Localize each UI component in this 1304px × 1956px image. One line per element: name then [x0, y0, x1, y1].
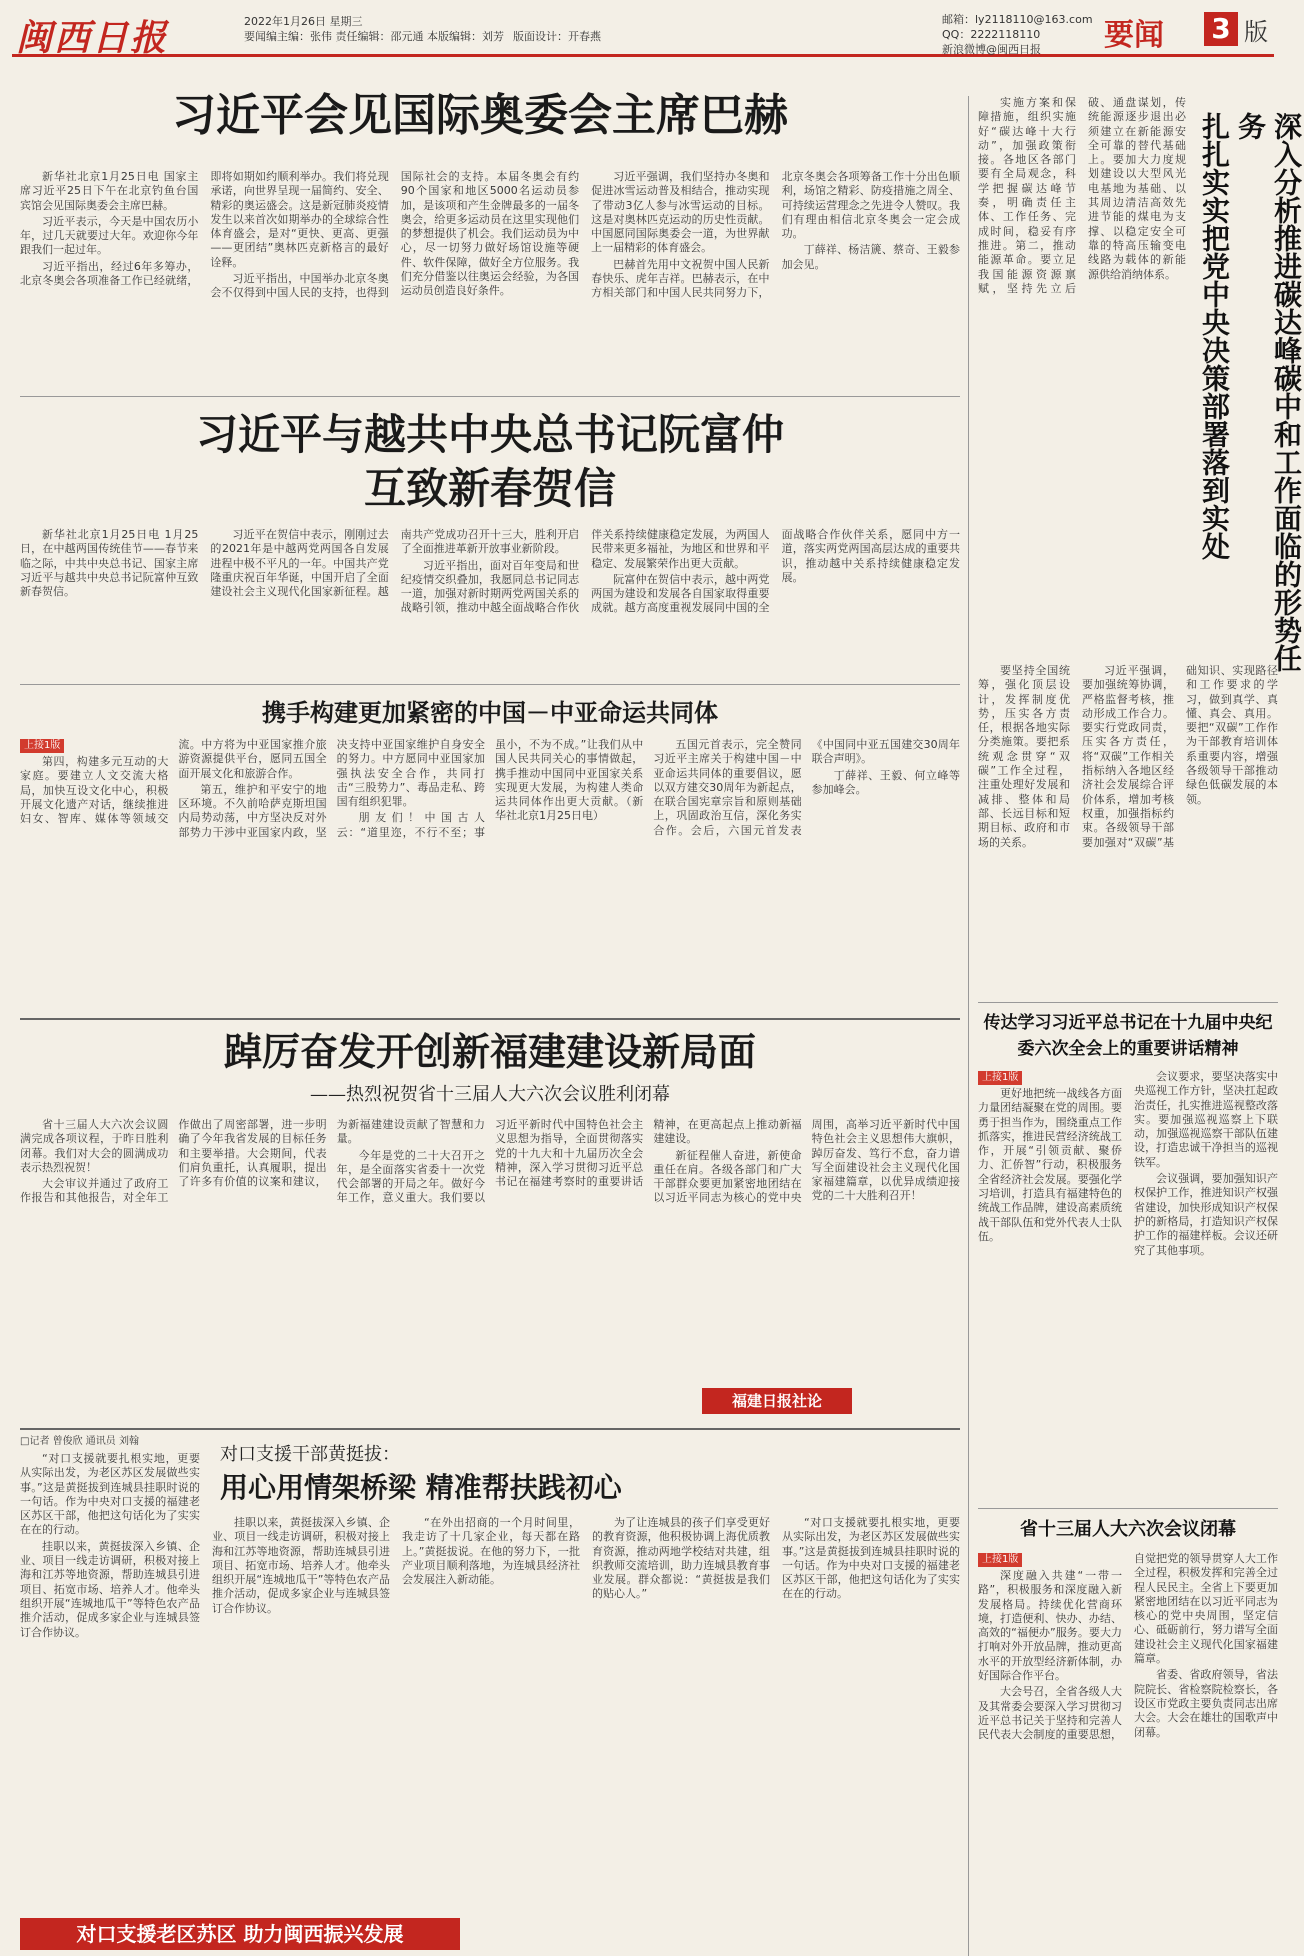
paragraph: 习近平强调，要加强统筹协调，严格监督考核，推动形成工作合力。要实行党政同责，压实各方责任，将“双碳”工作相关指标纳入各地区经济社会发展综合评价体系，增加考核权重，加强指标约束。各级领导干部要加强对“双碳”基础知识、实现路径和工作要求的学习，做到真学、真懂、真会、真用。要把“双碳”工作作为干部教育培训体系重要内容，增强各级领导干部推动绿色低碳发展的本领。 [1082, 664, 1278, 849]
editorial-title: 踔厉奋发开创新福建建设新局面 [223, 1029, 756, 1074]
paragraph: 挂职以来，黄挺拔深入乡镇、企业、项目一线走访调研，积极对接上海和江苏等地资源，帮助连城县引进项目、拓宽市场、培养人才。他牵头组织开展“连城地瓜干”等特色农产品推介活动，促成多家企业与连城县签订合作协议。 [20, 1539, 200, 1639]
continued-tag: 上接1版 [978, 1071, 1022, 1085]
editorial-label: 福建日报社论 [702, 1388, 852, 1414]
continued-tag: 上接1版 [20, 739, 64, 753]
paragraph: 会议强调，要加强知识产权保护工作，推进知识产权强省建设，加快形成知识产权保护的新格局，打造知识产权保护工作的福建样板。会议还研究了其他事项。 [1134, 1172, 1278, 1257]
paragraph: 阮富仲在贺信中表示，越中两党两国为建设和发展各自国家取得重要成就。越方高度重视发展同中国的全面战略合作伙伴关系，愿同中方一道，落实两党两国高层达成的重要共识，推动越中关系持续健康稳定发展。 [591, 528, 960, 615]
paragraph: 会议要求，要坚决落实中央巡视工作方针，坚决扛起政治责任，扎实推进巡视整改落实。要加强巡视巡察上下联动，加强巡视巡察干部队伍建设，打造忠诚干净担当的巡视铁军。 [1134, 1070, 1278, 1169]
article6-byline: □记者 曾俊欣 通讯员 刘翰 [20, 1436, 139, 1447]
page-label: 版 [1244, 18, 1268, 46]
paragraph: 今年是党的二十大召开之年，是全面落实省委十一次党代会部署的开局之年。做好今年工作，意义重大。我们要以习近平新时代中国特色社会主义思想为指导，全面贯彻落实党的十九大和十九届历次全会精神，深入学习贯彻习近平总书记在福建考察时的重要讲话精神，在更高起点上推动新福建建设。 [336, 1118, 802, 1205]
right-column-body-top [978, 96, 1186, 656]
paragraph: “在外出招商的一个月时间里，我走访了十几家企业，每天都在路上。”黄挺拔说。在他的努力下，一批产业项目顺利落地，为连城县经济社会发展注入新动能。 [402, 1516, 580, 1587]
contact-email: 邮箱：ly2118110@163.com [942, 13, 1093, 26]
article6-body-left [20, 1452, 200, 1912]
column-divider [968, 96, 969, 1956]
paragraph: 习近平强调，我们坚持办冬奥和促进冰雪运动普及相结合，推动实现了带动3亿人参与冰雪运动的目标。这是对奥林匹克运动的历史性贡献。中国愿同国际奥委会一道，为世界献上一届精彩的体育盛会。 [591, 170, 770, 255]
article3-body [20, 738, 960, 1010]
paragraph: 要坚持全国统筹，强化顶层设计，发挥制度优势，压实各方责任，根据各地实际分类施策。要把系统观念贯穿“双碳”工作全过程，注重处理好发展和减排、整体和局部、长远目标和短期目标、政府和市场的关系。 [978, 664, 1070, 849]
contact-info [942, 12, 1093, 57]
editorial-subtitle: ——热烈祝贺省十三届人大六次会议胜利闭幕 [310, 1084, 670, 1105]
article2-title-line1: 习近平与越共中央总书记阮富仲 [195, 410, 784, 459]
divider [978, 1002, 1278, 1003]
divider [20, 1018, 960, 1020]
article5-body [978, 1552, 1278, 1948]
paragraph: 习近平指出，面对百年变局和世纪疫情交织叠加，我愿同总书记同志一道，加强对新时期两党两国关系的战略引领，推动中越全面战略合作伙伴关系持续健康稳定发展，为两国人民带来更多福祉，为地区和世界和平稳定、发展繁荣作出更大贡献。 [400, 528, 770, 615]
article6-title: 用心用情架桥梁 精准帮扶践初心 [220, 1471, 622, 1504]
paragraph: “对口支援就要扎根实地，更要从实际出发，为老区苏区发展做些实事。”这是黄挺拔到连城县挂职时说的一句话。作为中央对口支援的福建老区苏区干部，他把这句话化为了实实在在的行动。 [20, 1452, 200, 1537]
paragraph: 习近平指出，中国举办北京冬奥会不仅得到中国人民的支持，也得到国际社会的支持。本届冬奥会有约90个国家和地区5000名运动员参加，是该项和产生金牌最多的一届冬奥会，给更多运动员在这里实现他们的梦想提供了机会。我们运动员为中心，尽一切努力做好场馆设施等硬件、软件保障，做好全方位服务。我们充分借鉴以往奥运会经验，为各国运动员创造良好条件。 [210, 170, 580, 300]
paragraph: 实施方案和保障措施，组织实施好“碳达峰十大行动”，加强政策衔接。各地区各部门要有全局观念，科学把握碳达峰节奏，明确责任主体、工作任务、完成时间，稳妥有序推进。第二，推动能源革命。要立足我国能源资源禀赋，坚持先立后破、通盘谋划，传统能源逐步退出必须建立在新能源安全可靠的替代基础上。要加大力度规划建设以大型风光电基地为基础、以其周边清洁高效先进节能的煤电为支撑、以稳定安全可靠的特高压输变电线路为载体的新能源供给消纳体系。 [978, 96, 1186, 295]
paragraph: 丁薛祥、王毅、何立峰等参加峰会。 [811, 768, 960, 796]
designer-line: 版面设计：开春燕 [513, 30, 601, 43]
masthead [12, 8, 1274, 57]
paragraph: 第四，构建多元互动的大家庭。要建立人文交流大格局，加快互设文化中心，积极开展文化遗产对话，继续推进妇女、智库、媒体等领域交流。中方将为中亚国家推介旅游资源提供平台，愿同五国全面开展文化和旅游合作。 [20, 738, 327, 826]
contact-weibo: 新浪微博@闽西日报 [942, 43, 1041, 56]
divider [20, 396, 960, 397]
continued-tag: 上接1版 [978, 1553, 1022, 1567]
article1-body [20, 170, 960, 390]
right-vertical-title-1: 深入分析推进碳达峰碳中和工作面临的形势任务 [1234, 112, 1303, 672]
right-vertical-title-2: 扎扎实实把党中央决策部署落到实处 [1198, 112, 1231, 560]
paragraph: 大会审议并通过了政府工作报告和其他报告，对全年工作做出了周密部署，进一步明确了今年我省发展的目标任务和主要举措。大会期间，代表们肩负重托，认真履职，提出了许多有价值的议案和建议，为新福建建设贡献了智慧和力量。 [20, 1118, 485, 1205]
paragraph: 挂职以来，黄挺拔深入乡镇、企业、项目一线走访调研，积极对接上海和江苏等地资源，帮助连城县引进项目、拓宽市场、培养人才。他牵头组织开展“连城地瓜干”等特色农产品推介活动，促成多家企业与连城县签订合作协议。 [212, 1516, 390, 1615]
masthead-info [244, 14, 610, 44]
paragraph [978, 1070, 1122, 1085]
editor-line: 要闻编主编：张伟 责任编辑：邵元通 本版编辑：刘芳 [244, 30, 504, 43]
editorial-body [20, 1118, 960, 1418]
paragraph: 新征程催人奋进，新使命重任在肩。各级各部门和广大干部群众要更加紧密地团结在以习近平同志为核心的党中央周围，高举习近平新时代中国特色社会主义思想伟大旗帜，踔厉奋发、笃行不怠，奋力谱写全面建设社会主义现代化国家福建篇章，以优异成绩迎接党的二十大胜利召开！ [653, 1118, 960, 1205]
paragraph: 丁薛祥、杨洁篪、蔡奇、王毅参加会见。 [781, 243, 960, 271]
article6-body-main [212, 1516, 960, 1914]
divider [20, 684, 960, 685]
divider [978, 1508, 1278, 1509]
article6-banner: 对口支援老区苏区 助力闽西振兴发展 [20, 1918, 460, 1950]
article4-title: 传达学习习近平总书记在十九届中央纪委六次全会上的重要讲话精神 [983, 1013, 1273, 1059]
article3-title: 携手构建更加紧密的中国－中亚命运共同体 [262, 698, 718, 727]
page-number: 3 [1204, 12, 1238, 46]
paragraph: 习近平在贺信中表示，刚刚过去的2021年是中越两党两国各自发展进程中极不平凡的一年。中国共产党隆重庆祝百年华诞，中国开启了全面建设社会主义现代化国家新征程。越南共产党成功召开十三大，胜利开启了全面推进革新开放事业新阶段。 [210, 528, 580, 599]
paragraph: 五国元首表示，完全赞同习近平主席关于构建中国－中亚命运共同体的重要倡议，愿以双方建交30周年为新起点，在联合国宪章宗旨和原则基础上，巩固政治互信，深化务实合作。会后，六国元首发表《中国同中亚五国建交30周年联合声明》。 [653, 738, 960, 837]
paragraph: 省委、省政府领导，省法院院长、省检察院检察长，各设区市党政主要负责同志出席大会。大会在雄壮的国歌声中闭幕。 [1134, 1668, 1278, 1739]
section-name: 要闻 [1104, 18, 1164, 53]
paragraph: 新华社北京1月25日电 1月25日，在中越两国传统佳节——春节来临之际，中共中央总书记、国家主席习近平与越共中央总书记阮富仲互致新春贺信。 [20, 528, 199, 599]
paragraph: 习近平表示，今天是中国农历小年，过几天就要过大年。欢迎你今年跟我们一起过年。 [20, 214, 199, 257]
paragraph: 为了让连城县的孩子们享受更好的教育资源，他积极协调上海优质教育资源，推动两地学校结对共建，组织教师交流培训，助力连城县教育事业发展。群众都说：“黄挺拔是我们的贴心人。” [592, 1516, 770, 1601]
article5-title: 省十三届人大六次会议闭幕 [1020, 1519, 1236, 1540]
paragraph [978, 1552, 1122, 1567]
issue-date: 2022年1月26日 星期三 [244, 15, 363, 28]
paragraph: 省十三届人大六次会议圆满完成各项议程，于昨日胜利闭幕。我们对大会的圆满成功表示热烈祝贺！ [20, 1118, 169, 1174]
contact-qq: QQ：2222118110 [942, 28, 1041, 41]
paragraph: “对口支援就要扎根实地，更要从实际出发，为老区苏区发展做些实事。”这是黄挺拔到连城县挂职时说的一句话。作为中央对口支援的福建老区苏区干部，他把这句话化为了实实在在的行动。 [782, 1516, 960, 1601]
divider [20, 1428, 960, 1430]
newspaper-logo: 闽西日报 [16, 17, 169, 59]
paragraph: 习近平指出，经过6年多筹办，北京冬奥会各项准备工作已经就绪，即将如期如约顺利举办。我们将兑现承诺，向世界呈现一届简约、安全、精彩的奥运盛会。这是新冠肺炎疫情发生以来首次如期举办的全球综合性体育盛会，是对“更快、更高、更强——更团结”奥林匹克新格言的最好诠释。 [20, 170, 389, 288]
paragraph: 第五，维护和平安宁的地区环境。不久前哈萨克斯坦国内局势动荡，中方坚决反对外部势力干涉中亚国家内政，坚决支持中亚国家维护自身安全的努力。中方愿同中亚国家加强执法安全合作，共同打击“三股势力”、毒品走私、跨国有组织犯罪。 [178, 738, 485, 839]
right-column-body-bottom [978, 664, 1278, 994]
paragraph [20, 738, 168, 753]
article6-kicker: 对口支援干部黄挺拔： [220, 1444, 400, 1465]
paragraph: 深度融入共建“一带一路”，积极服务和深度融入新发展格局。持续优化营商环境，打造便利、快办、办结、高效的“福便办”服务。要大力打响对外开放品牌，推动更高水平的开放型经济新体制，办好国际合作平台。 [978, 1569, 1122, 1683]
article2-title [20, 408, 960, 516]
article4-body [978, 1070, 1278, 1500]
article2-body [20, 528, 960, 678]
article1-title: 习近平会见国际奥委会主席巴赫 [172, 90, 788, 141]
paragraph: 更好地把统一战线各方面力量团结凝聚在党的周围。要勇于担当作为，围绕重点工作抓落实，推进民营经济统战工作，开展“引领贡献、聚侨力、汇侨智”行动，积极服务全省经济社会发展。要强化学习培训，打造具有福建特色的统战工作品牌，建设高素质统战干部队伍和党外代表人士队伍。 [978, 1087, 1122, 1243]
paragraph: 大会号召，全省各级人大及其常委会要深入学习贯彻习近平总书记关于坚持和完善人民代表大会制度的重要思想，自觉把党的领导贯穿人大工作全过程，积极发挥和完善全过程人民民主。全省上下要更加紧密地团结在以习近平同志为核心的党中央周围，坚定信心、砥砺前行，努力谱写全面建设社会主义现代化国家福建篇章。 [978, 1552, 1278, 1742]
paragraph: 新华社北京1月25日电 国家主席习近平25日下午在北京钓鱼台国宾馆会见国际奥委会主席巴赫。 [20, 170, 199, 212]
article2-title-line2: 互致新春贺信 [363, 464, 616, 513]
paragraph: 巴赫首先用中文祝贺中国人民新春快乐、虎年吉祥。巴赫表示，在中方相关部门和中国人民共同努力下，北京冬奥会各项筹备工作十分出色顺利，场馆之精彩、防疫措施之周全、可持续运营理念之先进令人赞叹。我们有理由相信北京冬奥会一定会成功。 [591, 170, 960, 300]
paragraph: 朋友们！中国古人云：“道里迩，不行不至；事虽小，不为不成。”让我们从中国人民共同关心的事情做起，携手推动中国同中亚国家关系实现更大发展，为构建人类命运共同体作出更大贡献。（新华社北京1月25日电） [336, 738, 644, 839]
